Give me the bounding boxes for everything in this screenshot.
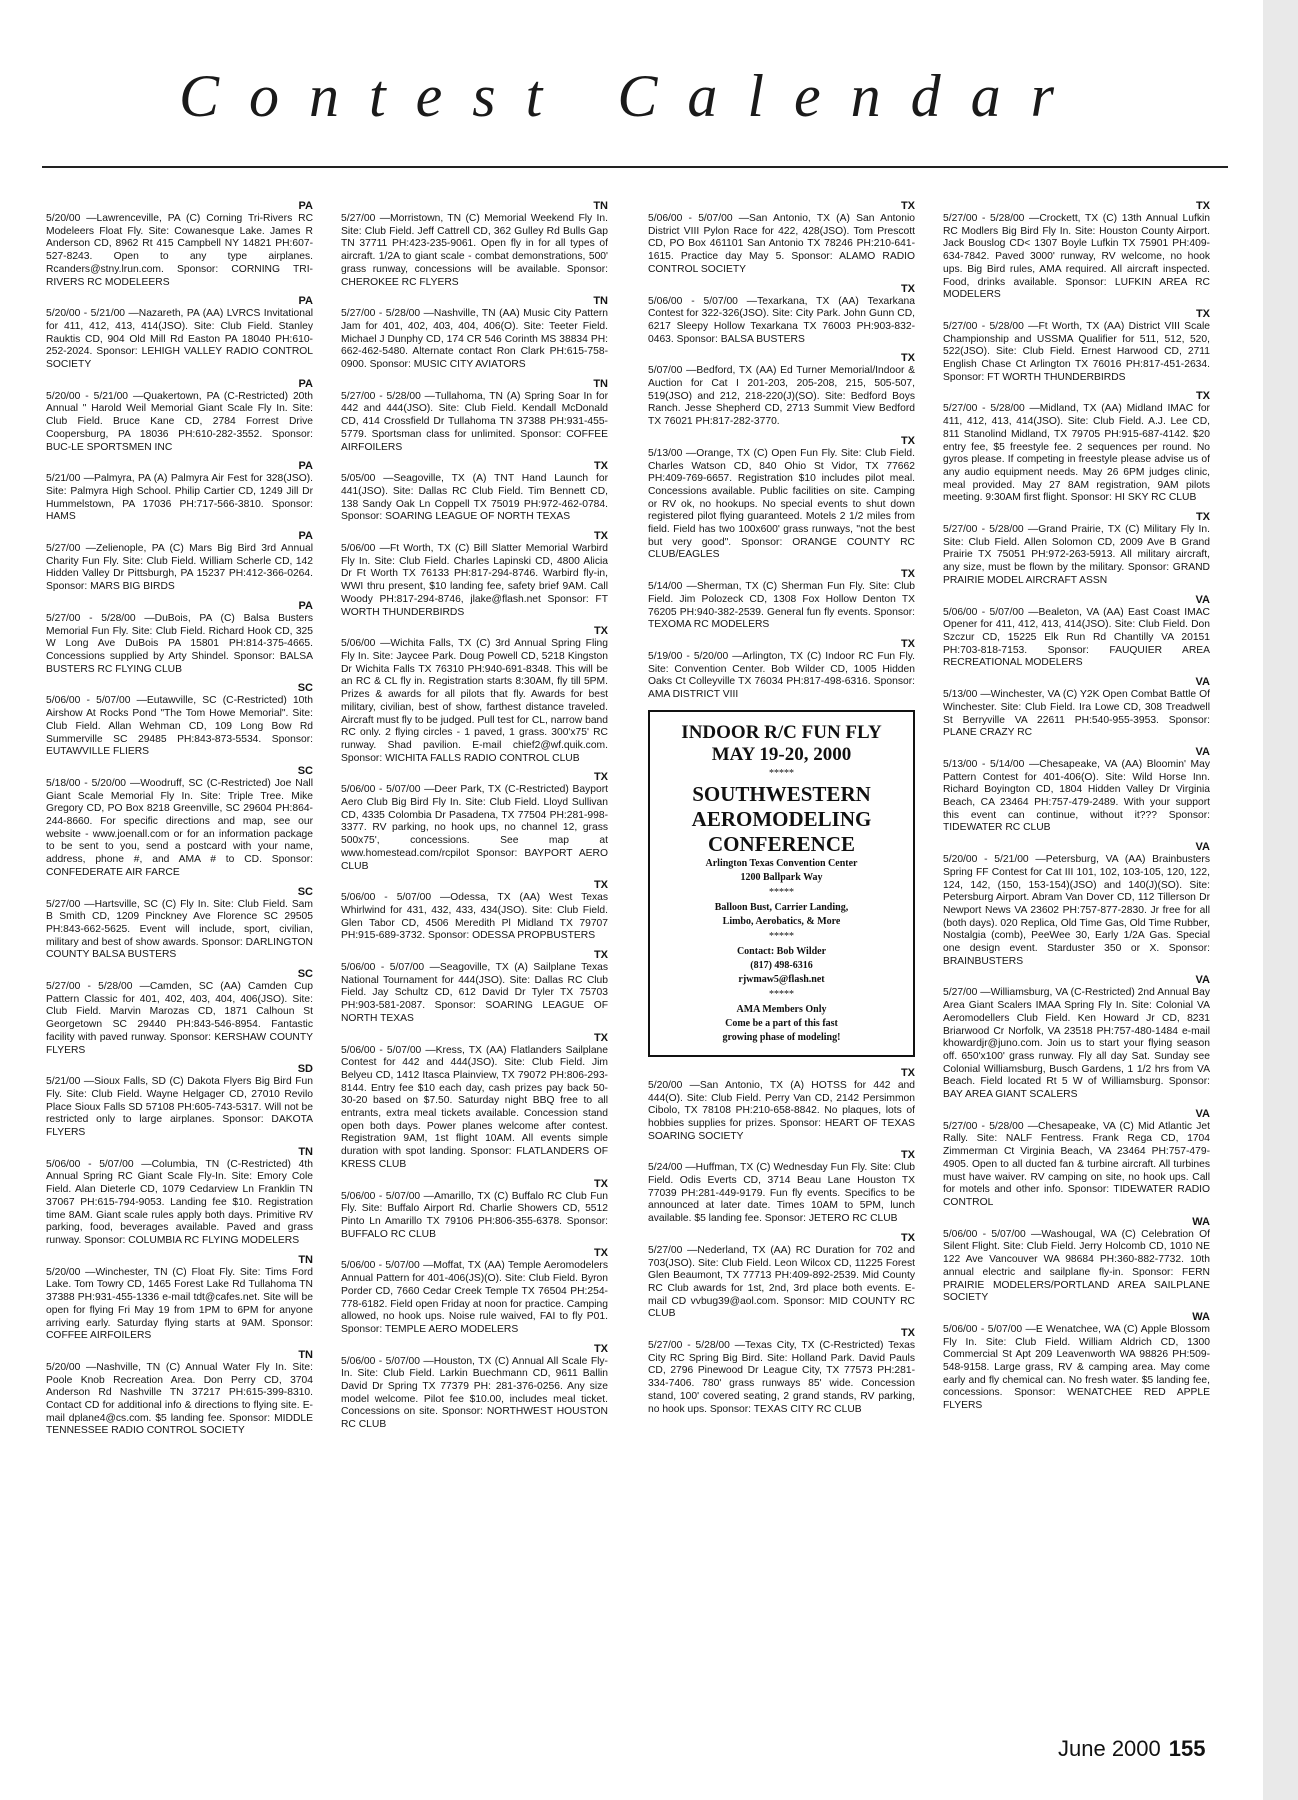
state-heading: TX (593, 1177, 608, 1190)
calendar-entry (943, 676, 1210, 740)
state-heading: TX (593, 1031, 608, 1044)
state-heading: SC (297, 968, 313, 981)
ad-email: rjwmaw5@flash.net (738, 973, 825, 985)
state-heading: TX (900, 637, 915, 650)
entry-text: 5/27/00 - 5/28/00 —DuBois, PA (C) Balsa Busters Memorial Fun Fly. Site: Club Field. Richard Hook CD, 325 W Long Ave DuBois PA 15801 PH:814-375-4665. Concessions supplied by Arty Shindel. Sponsor: BALSA BUSTERS RC FLYING CLUB (46, 612, 313, 675)
calendar-entry (46, 1146, 313, 1248)
calendar-entry (46, 1063, 313, 1140)
entry-text: 5/20/00 —Nashville, TN (C) Annual Water Fly In. Site: Poole Knob Recreation Area. Don Perry CD, 3704 Anderson Rd Nashville TN 37217 PH:615-399-8310. Contact CD for additional info & directions to flying site. E-mail dplane4@cs.com. $5 landing fee. Sponsor: MIDDLE TENNESSEE RADIO CONTROL SOCIETY (46, 1361, 313, 1437)
state-heading: TN (298, 1145, 313, 1158)
calendar-entry (943, 200, 1210, 302)
state-heading: VA (1195, 1107, 1210, 1120)
calendar-entry (648, 1149, 915, 1226)
state-heading: VA (1195, 974, 1210, 987)
ad-dates: MAY 19-20, 2000 (711, 743, 852, 765)
state-heading: SC (297, 885, 313, 898)
calendar-entry (341, 530, 608, 619)
state-heading: TX (900, 282, 915, 295)
entry-text: 5/06/00 - 5/07/00 —E Wenatchee, WA (C) Apple Blossom Fly In. Site: Club Field. William Aldrich CD, 1300 Commercial St Apt 209 Leavenworth WA 98826 PH:509-548-9158. Large grass, RV & camping area. May come early and fly chemical can. No fresh water. $5 landing fee, concessions. Sponsor: WENATCHEE RED APPLE FLYERS (943, 1323, 1210, 1412)
calendar-entry (46, 682, 313, 759)
state-heading: WA (1192, 1215, 1210, 1228)
calendar-entry (341, 771, 608, 873)
calendar-entry (943, 746, 1210, 835)
calendar-entry (46, 460, 313, 524)
entry-text: 5/27/00 —Nederland, TX (AA) RC Duration for 702 and 703(JSO). Site: Club Field. Leon Wilcox CD, 11225 Forest Glen Beaumont, TX 77713 PH:409-892-2539. Mid County RC Club awards for 1st, 2nd, 3rd place both events. E-mail CD vvbug39@aol.com. Sponsor: MID COUNTY RC CLUB (648, 1244, 915, 1320)
state-heading: TX (900, 568, 915, 581)
state-heading: TN (593, 377, 608, 390)
entry-text: 5/20/00 - 5/21/00 —Petersburg, VA (AA) Brainbusters Spring FF Contest for Cat III 101, 102, 103-105, 120, 122, 124, 142, (150, 153-154)(JSO) and 140(J)(SO). Site: Petersburg Airport. Abram Van Dover CD, 112 Tillerson Dr Newport News VA 23602 PH:757-877-2830. Jr free for all (both days). 020 Replica, Old Time Gas, Old Time Rubber, Nostalgia (comb), PeeWee 30, Early 1/2A Gas. Special one design event. Starduster 350 or X. Sponsor: BRAINBUSTERS (943, 854, 1210, 967)
calendar-entry (648, 1067, 915, 1144)
entry-text: 5/18/00 - 5/20/00 —Woodruff, SC (C-Restricted) Joe Nall Giant Scale Memorial Fly In. Site: Triple Tree. Mike Gregory CD, PO Box 8218 Greenville, SC 29604 PH:864-244-8660. For specific directions and map, see our website - www.joenall.com or for an information package to be sent to you, send a postcard with your name, address, phone #, and AMA # to CD. Sponsor: CONFEDERATE AIR FARCE (46, 777, 313, 878)
state-heading: SC (297, 764, 313, 777)
state-heading: TX (593, 1247, 608, 1260)
calendar-entry (341, 879, 608, 943)
entry-text: 5/27/00 - 5/28/00 —Grand Prairie, TX (C) Military Fly In. Site: Club Field. Allen Solomon CD, 2009 Ave B Grand Prairie TX 75051 PH:972-263-5913. All military aircraft, any size, must be flown by the military. Sponsor: GRAND PRAIRIE MODEL AIRCRAFT ASSN (943, 524, 1210, 586)
ad-stars: ***** (769, 886, 794, 898)
calendar-entry (341, 625, 608, 765)
state-heading: TX (593, 771, 608, 784)
state-heading: TN (298, 1348, 313, 1361)
ad-address: 1200 Ballpark Way (740, 871, 823, 883)
calendar-entry (46, 600, 313, 677)
calendar-entry (341, 378, 608, 455)
ad-venue: Arlington Texas Convention Center (705, 857, 858, 869)
ad-tagline-1: Come be a part of this fast (725, 1017, 838, 1029)
state-heading: VA (1195, 593, 1210, 606)
calendar-entry (943, 1216, 1210, 1305)
entry-text: 5/06/00 - 5/07/00 —Odessa, TX (AA) West Texas Whirlwind for 431, 432, 433, 434(JSO). Site: Club Field. Glen Tabor CD, 4506 Meredith Pl Midland TX 79707 PH:915-689-3732. Sponsor: ODESSA PROPBUSTERS (341, 892, 608, 942)
calendar-entry (648, 1232, 915, 1321)
calendar-entry (648, 568, 915, 632)
calendar-entry (943, 511, 1210, 588)
entry-text: 5/06/00 - 5/07/00 —Texarkana, TX (AA) Texarkana Contest for 322-326(JSO). Site: City Park. John Gunn CD, 6217 Sleepy Hollow Texarkana TX 76003 PH:903-832-0463. Sponsor: BALSA BUSTERS (648, 295, 915, 345)
state-heading: TX (900, 200, 915, 212)
state-heading: TX (1195, 200, 1210, 212)
state-heading: PA (298, 200, 313, 212)
state-heading: PA (298, 377, 313, 390)
calendar-entry (46, 378, 313, 455)
calendar-entry (341, 1247, 608, 1336)
page-gutter (1263, 0, 1298, 1800)
state-heading: TX (593, 625, 608, 638)
state-heading: TX (900, 352, 915, 365)
entry-text: 5/27/00 —Morristown, TN (C) Memorial Weekend Fly In. Site: Club Field. Jeff Cattrell CD, 362 Gulley Rd Bulls Gap TN 37711 PH:423-235-9061. Open fly in for all types of aircraft. 1/2A to giant scale - combat demonstrations, 500' grass runway, concessions will be available. Sponsor: CHEROKEE RC FLYERS (341, 213, 608, 288)
calendar-entry (46, 765, 313, 880)
entry-text: 5/27/00 —Zelienople, PA (C) Mars Big Bird 3rd Annual Charity Fun Fly. Site: Club Field. William Scherle CD, 142 Hidden Valley Dr Pittsburgh, PA 15237 PH:412-366-0264. Sponsor: MARS BIG BIRDS (46, 543, 313, 593)
calendar-entry (943, 1108, 1210, 1210)
ad-phone: (817) 498-6316 (750, 959, 813, 971)
entry-text: 5/13/00 - 5/14/00 —Chesapeake, VA (AA) Bloomin' May Pattern Contest for 401-406(O). Site: Wild Horse Inn. Richard Boyington CD, 1804 Hidden Valley Dr Virginia Beach, CA 23464 PH:757-479-2489. With your support this event can continue, without it??? Sponsor: TIDEWATER RC CLUB (943, 758, 1210, 834)
ad-members: AMA Members Only (736, 1003, 827, 1015)
entry-text: 5/27/00 - 5/28/00 —Texas City, TX (C-Restricted) Texas City RC Spring Big Bird. Site: Holland Park. David Pauls CD, 2796 Pinewood Dr League City, TX 77573 PH:281-334-7406. 780' grass runways 85' wide. Concession stand, 100' covered seating, 2 grand stands, RV parking, no hook ups. Sponsor: TEXAS CITY RC CLUB (648, 1340, 915, 1415)
entry-text: 5/06/00 - 5/07/00 —Columbia, TN (C-Restricted) 4th Annual Spring RC Giant Scale Fly-In. Site: Emory Cole Field. Alan Dieterle CD, 1079 Cedarview Ln Franklin TN 37067 PH:615-794-9053. Landing fee $10. Registration time 8AM. Giant scale rules apply both days. Primitive RV parking, food, beverages available. Paved and grass runway. Sponsor: COLUMBIA RC FLYING MODELERS (46, 1158, 313, 1246)
entry-text: 5/13/00 —Orange, TX (C) Open Fun Fly. Site: Club Field. Charles Watson CD, 840 Ohio St Vidor, TX 77662 PH:409-769-6657. Registration $10 includes pilot meal. Concessions available. Public facilities on site. Camping or RV ok, no hookups. No special events to shut down registered pilot flying guaranteed. Motels 2 1/2 miles from field. Field has two 100x600' grass runways, "not the best but very good". Sponsor: ORANGE COUNTY RC CLUB/EAGLES (648, 447, 915, 561)
state-heading: SD (297, 1063, 313, 1076)
state-heading: TX (593, 949, 608, 962)
calendar-entry (943, 841, 1210, 968)
entry-text: 5/27/00 - 5/28/00 —Chesapeake, VA (C) Mid Atlantic Jet Rally. Site: NALF Fentress. Frank Rega CD, 1704 Zimmerman Ct Virginia Beach, VA 23464 PH:757-479-4905. Open to all ducted fan & turbine aircraft. All turbines must have waiver. RV camping on site, no hook ups. Call for motels and other info. Sponsor: TIDEWATER RADIO CONTROL (943, 1120, 1210, 1208)
entry-text: 5/27/00 - 5/28/00 —Ft Worth, TX (AA) District VIII Scale Championship and USSMA Qualifier for 511, 512, 520, 522(JSO). Site: Club Field. Ernest Harwood CD, 2711 English Chase Ct Arlington TX 76016 PH:817-451-2634. Sponsor: FT WORTH THUNDERBIRDS (943, 320, 1210, 383)
calendar-entry (943, 308, 1210, 385)
calendar-entry (46, 200, 313, 289)
state-heading: TX (593, 1342, 608, 1355)
entry-text: 5/05/00 —Seagoville, TX (A) TNT Hand Launch for 441(JSO). Site: Dallas RC Club Field. Tim Bennett CD, 138 Sandy Oak Ln Coppell TX 75019 PH:972-462-0784. Sponsor: SOARING LEAGUE OF NORTH TEXAS (341, 473, 608, 523)
calendar-entry (46, 1254, 313, 1343)
calendar-entry (943, 1311, 1210, 1413)
state-heading: TX (593, 879, 608, 892)
entry-text: 5/06/00 - 5/07/00 —Moffat, TX (AA) Temple Aeromodelers Annual Pattern for 401-406(JS)(O). Site: Club Field. Byron Porder CD, 7660 Cedar Creek Temple TX 76504 PH:254-778-6182. Field open Friday at noon for practice. Camping allowed, no hook ups. Noise rule waived, FAI to fly P01. Sponsor: TEMPLE AERO MODELERS (341, 1260, 608, 1335)
ad-stars: ***** (769, 988, 794, 1000)
state-heading: TX (900, 1327, 915, 1340)
state-heading: WA (1192, 1310, 1210, 1323)
ad-stars: ***** (769, 767, 794, 779)
calendar-column-1 (46, 200, 313, 1770)
state-heading: PA (298, 530, 313, 543)
entry-text: 5/06/00 —Ft Worth, TX (C) Bill Slatter Memorial Warbird Fly In. Site: Club Field. Charles Lapinski CD, 4800 Alicia Dr Ft Worth TX 76133 PH:817-294-8746. Warbird fly-in, WWI thru present, $10 landing fee, safety brief 9AM. Call Woody PH:817-294-8746, jlake@flash.net Sponsor: FT WORTH THUNDERBIRDS (341, 543, 608, 618)
calendar-entry (648, 1327, 915, 1416)
entry-text: 5/06/00 - 5/07/00 —Eutawville, SC (C-Restricted) 10th Airshow At Rocks Pond "The Tom Howe Memorial". Site: Club Field. Allan Wehman CD, 109 Long Bow Rd Summerville SC 29485 PH:843-873-5534. Sponsor: EUTAWVILLE FLIERS (46, 695, 313, 758)
page-number: 155 (1168, 1736, 1206, 1761)
calendar-entry (648, 283, 915, 347)
entry-text: 5/27/00 - 5/28/00 —Midland, TX (AA) Midland IMAC for 411, 412, 413, 414(JSO). Site: Club Field. A.J. Lee CD, 811 Stanolind Midland, TX 79705 PH:915-687-4142. $20 entry fee, $5 freestyle fee. 2 sequences per round. No gyros please. If competing in freestyle please advise us of any audio equipment needs. May 26 6PM judges clinic, meal provided. May 27 8AM registration, 9AM pilots meeting. 9:30AM first flight. Sponsor: HI SKY RC CLUB (943, 403, 1210, 504)
entry-text: 5/27/00 - 5/28/00 —Crockett, TX (C) 13th Annual Lufkin RC Modlers Big Bird Fly In. Site: Houston County Airport. Jack Bouslog CD< 1307 Boyle Lufkin TX 75901 PH:409-634-7842. Paved 3000' runway, RV welcome, no hook ups. Big Bird rules, AMA required. All aircraft inspected. Food, drinks available. Sponsor: LUFKIN AREA RC MODELERS (943, 213, 1210, 301)
entry-text: 5/27/00 - 5/28/00 —Tullahoma, TN (A) Spring Soar In for 442 and 444(JSO). Site: Club Field. Kendall McDonald CD, 414 Crossfield Dr Tullahoma TN 37388 PH:931-455-5779. Sportsman class for unlimited. Sponsor: COFFEE AIRFOILERS (341, 390, 608, 453)
state-heading: TX (900, 1149, 915, 1162)
ad-tagline-2: growing phase of modeling! (722, 1031, 841, 1043)
calendar-column-2 (341, 200, 608, 1770)
calendar-column-3 (648, 200, 915, 1770)
calendar-entry (46, 295, 313, 372)
ad-events-line-1: Balloon Bust, Carrier Landing, (714, 901, 849, 913)
entry-text: 5/19/00 - 5/20/00 —Arlington, TX (C) Indoor RC Fun Fly. Site: Convention Center. Bob Wilder CD, 1005 Hidden Oaks Ct Colleyville TX 76034 PH:817-498-6316. Sponsor: AMA DISTRICT VIII (648, 650, 915, 701)
entry-text: 5/06/00 - 5/07/00 —Houston, TX (C) Annual All Scale Fly-In. Site: Club Field. Larkin Buechmann CD, 9611 Ballin David Dr Spring TX 77379 PH: 281-376-0256. Any size model welcome. Pilot fee $10.00, includes meal ticket. Concessions on site. Sponsor: NORTHWEST HOUSTON RC CLUB (341, 1355, 608, 1431)
ad-contact: Contact: Bob Wilder (736, 945, 827, 957)
ad-org-line-3: CONFERENCE (707, 831, 855, 856)
state-heading: PA (298, 460, 313, 473)
entry-text: 5/20/00 —San Antonio, TX (A) HOTSS for 442 and 444(O). Site: Club Field. Perry Van CD, 2142 Persimmon Cibolo, TX 78108 PH:210-658-8842. No plaques, lots of hobbies supplies for prizes. Sponsor: HEART OF TEXAS SOARING SOCIETY (648, 1079, 915, 1142)
page-title: Contest Calendar (178, 63, 1084, 129)
calendar-entry (943, 594, 1210, 671)
entry-text: 5/24/00 —Huffman, TX (C) Wednesday Fun Fly. Site: Club Field. Odis Everts CD, 3714 Beau Lane Houston TX 77039 PH:281-449-9179. Fun fly events. Specifics to be announced at later date. Times 10AM to 5PM, lunch available. $5 landing fee. Sponsor: JETERO RC CLUB (648, 1162, 915, 1225)
entry-text: 5/13/00 —Winchester, VA (C) Y2K Open Combat Battle Of Winchester. Site: Club Field. Ira Lowe CD, 308 Treadwell St Berryville VA 22611 PH:540-955-3953. Sponsor: PLANE CRAZY RC (943, 689, 1210, 739)
entry-text: 5/20/00 —Lawrenceville, PA (C) Corning Tri-Rivers RC Modeleers Float Fly. Site: Cowanesque Lake. James R Anderson CD, 8962 Rt 415 Campbell NY 14821 PH:607-527-8243. Open to any type airplanes. Rcanders@stny.lrun.com. Sponsor: CORNING TRI-RIVERS RC MODELEERS (46, 213, 313, 288)
state-heading: TX (1195, 390, 1210, 403)
state-heading: SC (297, 682, 313, 695)
calendar-entry (341, 1032, 608, 1172)
calendar-entry (341, 460, 608, 524)
state-heading: TX (1195, 307, 1210, 320)
state-heading: TX (900, 1231, 915, 1244)
entry-text: 5/20/00 —Winchester, TN (C) Float Fly. Site: Tims Ford Lake. Tom Towry CD, 1465 Forest Lake Rd Tullahoma TN 37388 PH:931-455-1336 e-mail tdt@cafes.net. Site will be open for flying Fri May 19 from 1PM to 6PM for anyone arriving early. Saturday flying starts at 9AM. Sponsor: COFFEE AIRFOILERS (46, 1266, 313, 1342)
state-heading: VA (1195, 676, 1210, 689)
entry-text: 5/06/00 - 5/07/00 —Kress, TX (AA) Flatlanders Sailplane Contest for 442 and 444(JSO). Site: Club Field. Jim Belyeu CD, 1412 Itasca Plainview, TX 79072 PH:806-293-8144. Entry fee $10 each day, cash prizes pay back 50-30-20 based on $7.50. Saturday night BBQ free to all entrants, extra meal tickets available. Concession stand open both days. Power planes welcome after contest. Registration 9AM, 1st flight 10AM. All events simple duration with spot landing. Sponsor: FLATLANDERS OF KRESS CLUB (341, 1044, 608, 1170)
state-heading: PA (298, 599, 313, 612)
calendar-entry (341, 200, 608, 289)
calendar-entry (648, 638, 915, 702)
state-heading: TX (593, 460, 608, 473)
calendar-entry (46, 886, 313, 963)
state-heading: TX (900, 434, 915, 447)
ad-org-line-1: SOUTHWESTERN (692, 781, 871, 806)
calendar-entry (943, 974, 1210, 1101)
state-heading: TN (593, 295, 608, 308)
entry-text: 5/14/00 —Sherman, TX (C) Sherman Fun Fly. Site: Club Field. Jim Polozeck CD, 1308 Fox Hollow Denton TX 76205 PH:940-382-2539. General fun fly events. Sponsor: TEXOMA RC MODELERS (648, 581, 915, 631)
ad-org-line-2: AEROMODELING (691, 806, 872, 831)
entry-text: 5/27/00 - 5/28/00 —Camden, SC (AA) Camden Cup Pattern Classic for 401, 402, 403, 404, 406(JSO). Site: Club Field. Marvin Marozas CD, 1871 Calhoun St Georgetown SC 29440 PH:843-546-8954. Fantastic facility with paved runway. Sponsor: KERSHAW COUNTY FLYERS (46, 981, 313, 1056)
calendar-entry (648, 200, 915, 277)
footer-month: June 2000 (1058, 1736, 1161, 1761)
calendar-entry (46, 968, 313, 1057)
entry-text: 5/20/00 - 5/21/00 —Nazareth, PA (AA) LVRCS Invitational for 411, 412, 413, 414(JSO). Site: Club Field. Stanley Rauktis CD, 904 Old Mill Rd Easton PA 18040 PH:610-252-2024. Sponsor: LEHIGH VALLEY RADIO CONTROL SOCIETY (46, 308, 313, 371)
entry-text: 5/20/00 - 5/21/00 —Quakertown, PA (C-Restricted) 20th Annual " Harold Weil Memorial Giant Scale Fly In. Site: Club Field. Bruce Kane CD, 2784 Forrest Drive Coopersburg, PA 18036 PH:610-282-3552. Sponsor: BUC-LE SPORTSMEN INC (46, 390, 313, 453)
calendar-entry (46, 530, 313, 594)
entry-text: 5/27/00 —Hartsville, SC (C) Fly In. Site: Club Field. Sam B Smith CD, 1209 Pinckney Ave Florence SC 29505 PH:843-662-5625. Event will include, sport, civilian, military and best of show awards. Sponsor: DARLINGTON COUNTY BALSA BUSTERS (46, 898, 313, 961)
entry-text: 5/06/00 - 5/07/00 —Deer Park, TX (C-Restricted) Bayport Aero Club Big Bird Fly In. Site: Club Field. Lloyd Sullivan CD, 4335 Colombia Dr Pasadena, TX 77504 PH:281-998-3377. RV parking, no hook ups, no channel 12, grass 500x75', concessions. See map at www.homestead.com/rcpilot Sponsor: BAYPORT AERO CLUB (341, 784, 608, 872)
entry-text: 5/06/00 - 5/07/00 —Bealeton, VA (AA) East Coast IMAC Opener for 411, 412, 413, 414(JSO). Site: Club Field. Don Szczur CD, 15225 Elk Run Rd Chantilly VA 20151 PH:703-818-7153. Sponsor: FAUQUIER AREA RECREATIONAL MODELERS (943, 606, 1210, 669)
state-heading: TN (298, 1253, 313, 1266)
calendar-entry (46, 1349, 313, 1438)
entry-text: 5/06/00 - 5/07/00 —Amarillo, TX (C) Buffalo RC Club Fun Fly. Site: Buffalo Airport Rd. Charlie Showers CD, 5512 Pinto Ln Amarillo TX 79106 PH:806-355-6378. Sponsor: BUFFALO RC CLUB (341, 1190, 608, 1240)
calendar-entry (341, 1343, 608, 1432)
ad-events-line-2: Limbo, Aerobatics, & More (722, 915, 841, 927)
entry-text: 5/06/00 - 5/07/00 —Seagoville, TX (A) Sailplane Texas National Tournament for 444(JSO). Site: Dallas RC Club Field. Jay Schultz CD, 612 David Dr Tyler TX 75703 PH:903-581-2087. Sponsor: SOARING LEAGUE OF NORTH TEXAS (341, 962, 608, 1024)
entry-text: 5/21/00 —Sioux Falls, SD (C) Dakota Flyers Big Bird Fun Fly. Site: Club Field. Wayne Helgager CD, 27010 Revilo Place Sioux Falls SD 57108 PH:605-743-5317. Will not be restricted only to large airplanes. Sponsor: DAKOTA FLYERS (46, 1076, 313, 1139)
ad-stars: ***** (769, 930, 794, 942)
calendar-entry (648, 435, 915, 562)
state-heading: PA (298, 295, 313, 308)
calendar-entry (943, 390, 1210, 505)
state-heading: VA (1195, 745, 1210, 758)
state-heading: VA (1195, 841, 1210, 854)
calendar-entry (341, 949, 608, 1026)
entry-text: 5/27/00 —Williamsburg, VA (C-Restricted) 2nd Annual Bay Area Giant Scalers IMAA Spring Fly In. Site: Colonial VA Aeromodellers Club Field. Ken Howard Jr CD, 8231 Briarwood Cr Norfolk, VA 23518 PH:757-480-1484 e-mail khowardjr@juno.com. Join us to start your flying season off. 650'x100' grass runway. Fly all day Sat. Sunday see Colonial Williamsburg, Busch Gardens, 1 1/2 hrs from VA Beach. Field located Rt 5 W of Williamsburg. Sponsor: BAY AREA GIANT SCALERS (943, 987, 1210, 1101)
calendar-entry (648, 352, 915, 429)
entry-text: 5/27/00 - 5/28/00 —Nashville, TN (AA) Music City Pattern Jam for 401, 402, 403, 404, 406(O). Site: Teeter Field. Michael J Dunphy CD, 174 CR 546 Corinth MS 38834 PH: 662-462-5480. Alternate contact Ron Clark PH:615-758-0900. Sponsor: MUSIC CITY AVIATORS (341, 308, 608, 371)
state-heading: TX (593, 530, 608, 543)
state-heading: TX (1195, 511, 1210, 524)
title-rule (42, 166, 1228, 168)
entry-text: 5/07/00 —Bedford, TX (AA) Ed Turner Memorial/Indoor & Auction for Cat I 201-203, 205-208, 215, 505-507, 519(JSO) and 212, 218-220(J)(SO). Site: Bedford Boys Ranch. Jesse Shepherd CD, 2713 Summit View Bedford TX 76021 PH:817-282-3770. (648, 365, 915, 428)
ad-title: INDOOR R/C FUN FLY (681, 721, 882, 743)
entry-text: 5/21/00 —Palmyra, PA (A) Palmyra Air Fest for 328(JSO). Site: Palmyra High School. Philip Cartier CD, 1249 Jill Dr Hummelstown, PA 17036 PH:717-566-3810. Sponsor: HAMS (46, 473, 313, 523)
entry-text: 5/06/00 - 5/07/00 —Washougal, WA (C) Celebration Of Silent Flight. Site: Club Field. Jerry Holcomb CD, 1010 NE 122 Ave Vancouver WA 98684 PH:360-882-7732. 10th annual electric and sailplane fly-in. Sponsor: FERN PRAIRIE MODELERS/PORTLAND AREA SAILPLANE SOCIETY (943, 1228, 1210, 1304)
calendar-entry (341, 1178, 608, 1242)
calendar-column-4 (943, 200, 1210, 1770)
entry-text: 5/06/00 - 5/07/00 —San Antonio, TX (A) San Antonio District VIII Pylon Race for 422, 428(JSO). Tom Prescott CD, PO Box 461101 San Antonio TX 78246 PH:210-641-1615. Practice day May 5. Sponsor: ALAMO RADIO CONTROL SOCIETY (648, 213, 915, 275)
indoor-fun-fly-ad (648, 710, 915, 1057)
entry-text: 5/06/00 —Wichita Falls, TX (C) 3rd Annual Spring Fling Fly In. Site: Jaycee Park. Doug Powell CD, 5218 Kingston Dr Wichita Falls TX 76310 PH:940-691-8348. This will be an RC & CL fly in. Registration starts 8:30AM, fly till 5PM. Prizes & awards for all pilots that fly. Awards for best military, civilian, best of show, farthest distance traveled. Aircraft must fly to be judged. Pull test for CL, narrow band RC only. 2 flying circles - 1 paved, 1 grass. 300'x75' RC runway. Shad pavilion. E-mail chief2@wf.quik.com. Sponsor: WICHITA FALLS RADIO CONTROL CLUB (341, 638, 608, 764)
state-heading: TN (593, 200, 608, 212)
page-footer (1058, 1736, 1205, 1762)
state-heading: TX (900, 1066, 915, 1079)
calendar-entry (341, 295, 608, 372)
